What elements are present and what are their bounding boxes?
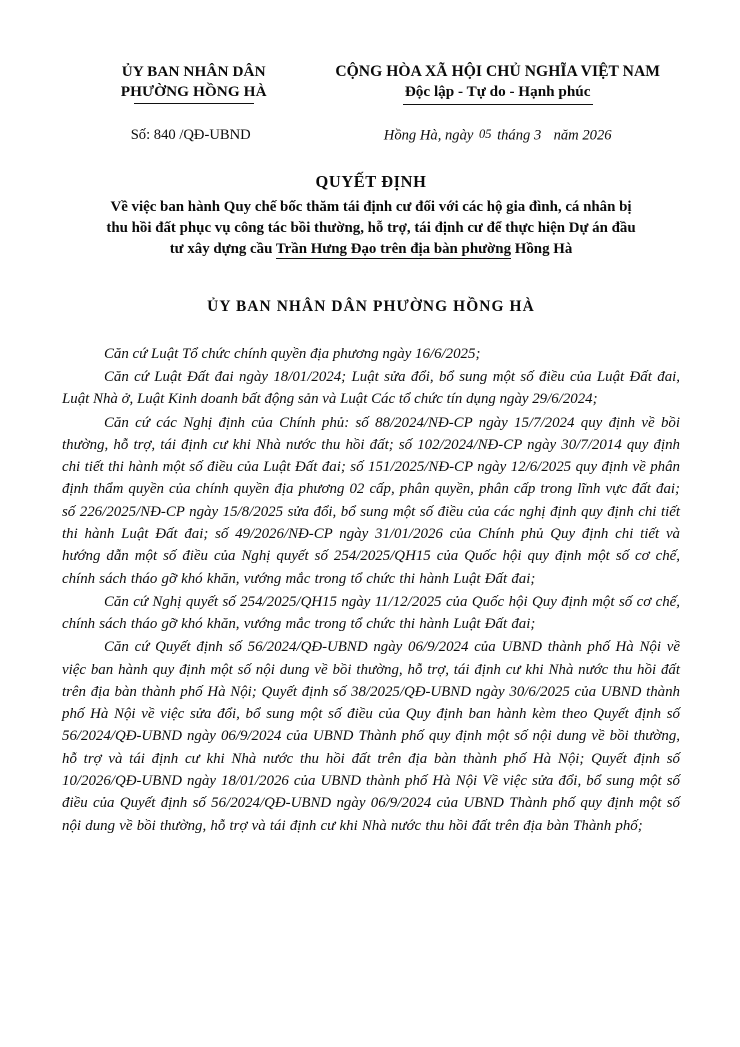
document-meta-row [62,127,680,145]
legal-basis-paragraph: Căn cứ các Nghị định của Chính phủ: số 88/2024/NĐ-CP ngày 15/7/2024 quy định về bồi thường, hỗ trợ, tái định cư khi Nhà nước thu hồi đất; số 102/2024/NĐ-CP ngày 30/7/2014 quy định chi tiết thi hành một số điều của Luật Đất đai; số 151/2025/NĐ-CP ngày 12/6/2025 quy định về phân định thẩm quyền của chính quyền địa phương 02 cấp, phân quyền, phân cấp trong lĩnh vực đất đai; số 226/2025/NĐ-CP ngày 15/8/2025 sửa đổi, bổ sung một số điều của các nghị định quy định chi tiết thi hành Luật Đất đai; số 49/2026/NĐ-CP ngày 31/01/2026 của Chính phủ Quy định chi tiết và hướng dẫn một số điều của Nghị quyết số 254/2025/QH15 của Quốc hội quy định một số cơ chế, chính sách tháo gỡ khó khăn, vướng mắc trong tổ chức thi hành Luật Đất đai; [62,414,680,587]
legal-basis-section [62,343,680,837]
date-place-prefix: Hồng Hà, ngày [383,127,474,144]
issuing-authority-line-2: PHƯỜNG HỒNG HÀ [120,82,267,100]
decision-subject-line-3-prefix: tư xây dựng cầu [169,240,276,257]
national-title: CỘNG HÒA XÃ HỘI CHỦ NGHĨA VIỆT NAM [335,63,661,80]
legal-basis-paragraph: Căn cứ Luật Tổ chức chính quyền địa phương ngày 16/6/2025; [104,345,481,362]
document-header [62,62,680,103]
document-number: Số: 840 /QĐ-UBND [130,127,251,144]
legal-basis-paragraph: Căn cứ Luật Đất đai ngày 18/01/2024; Luật sửa đổi, bổ sung một số điều của Luật Đất đai, Luật Nhà ở, Luật Kinh doanh bất động sản và Luật Các tổ chức tín dụng ngày 29/6/2024; [62,368,680,408]
decision-subject [62,197,680,260]
date-day: 05 [479,126,492,141]
legal-basis-paragraph: Căn cứ Nghị quyết số 254/2025/QH15 ngày 11/12/2025 của Quốc hội Quy định một số cơ chế, chính sách tháo gỡ khó khăn, vướng mắc trong tổ chức thi hành Luật Đất đai; [62,593,680,633]
national-heading-block [315,62,680,103]
document-date-line [315,127,680,145]
legal-basis-paragraph: Căn cứ Quyết định số 56/2024/QĐ-UBND ngày 06/9/2024 của UBND thành phố Hà Nội về việc ban hành quy định một số nội dung về bồi thường, hỗ trợ, tái định cư khi Nhà nước thu hồi đất trên địa bàn thành phố Hà Nội; Quyết định số 38/2025/QĐ-UBND ngày 30/6/2025 của UBND thành phố Hà Nội về việc sửa đổi, bổ sung một số điều của Quy định ban hành kèm theo Quyết định số 56/2024/QĐ-UBND ngày 06/9/2024 của UBND Thành phố quy định một số nội dung về bồi thường, hỗ trợ và tái định cư khi Nhà nước thu hồi đất trên địa bàn thành phố Hà Nội; Quyết định số 10/2026/QĐ-UBND ngày 18/01/2026 của UBND thành phố Hà Nội Về việc sửa đổi, bổ sung một số điều của Quyết định số 56/2024/QĐ-UBND ngày 06/9/2024 của UBND Thành phố quy định một số nội dung về bồi thường, hỗ trợ và tái định cư khi Nhà nước thu hồi đất trên địa bàn Thành phố; [62,639,680,834]
issuing-authority-block [62,62,315,102]
issuing-body-title: ỦY BAN NHÂN DÂN PHƯỜNG HỒNG HÀ [207,297,535,315]
decision-subject-line-3-suffix: Hồng Hà [511,240,573,257]
decision-subject-line-2: thu hồi đất phục vụ công tác bồi thường, hỗ trợ, tái định cư để thực hiện Dự án đầu [106,219,636,236]
decision-subject-line-1: Về việc ban hành Quy chế bốc thăm tái định cư đối với các hộ gia đình, cá nhân bị [110,199,632,216]
issuing-authority-line-1: ỦY BAN NHÂN DÂN [121,63,266,80]
national-motto: Độc lập - Tự do - Hạnh phúc [405,82,591,102]
decision-heading: QUYẾT ĐỊNH [315,172,427,192]
date-year: năm 2026 [553,127,612,144]
date-month: tháng 3 [497,127,542,144]
project-name-underlined: Trần Hưng Đạo trên địa bàn phường [275,240,512,257]
